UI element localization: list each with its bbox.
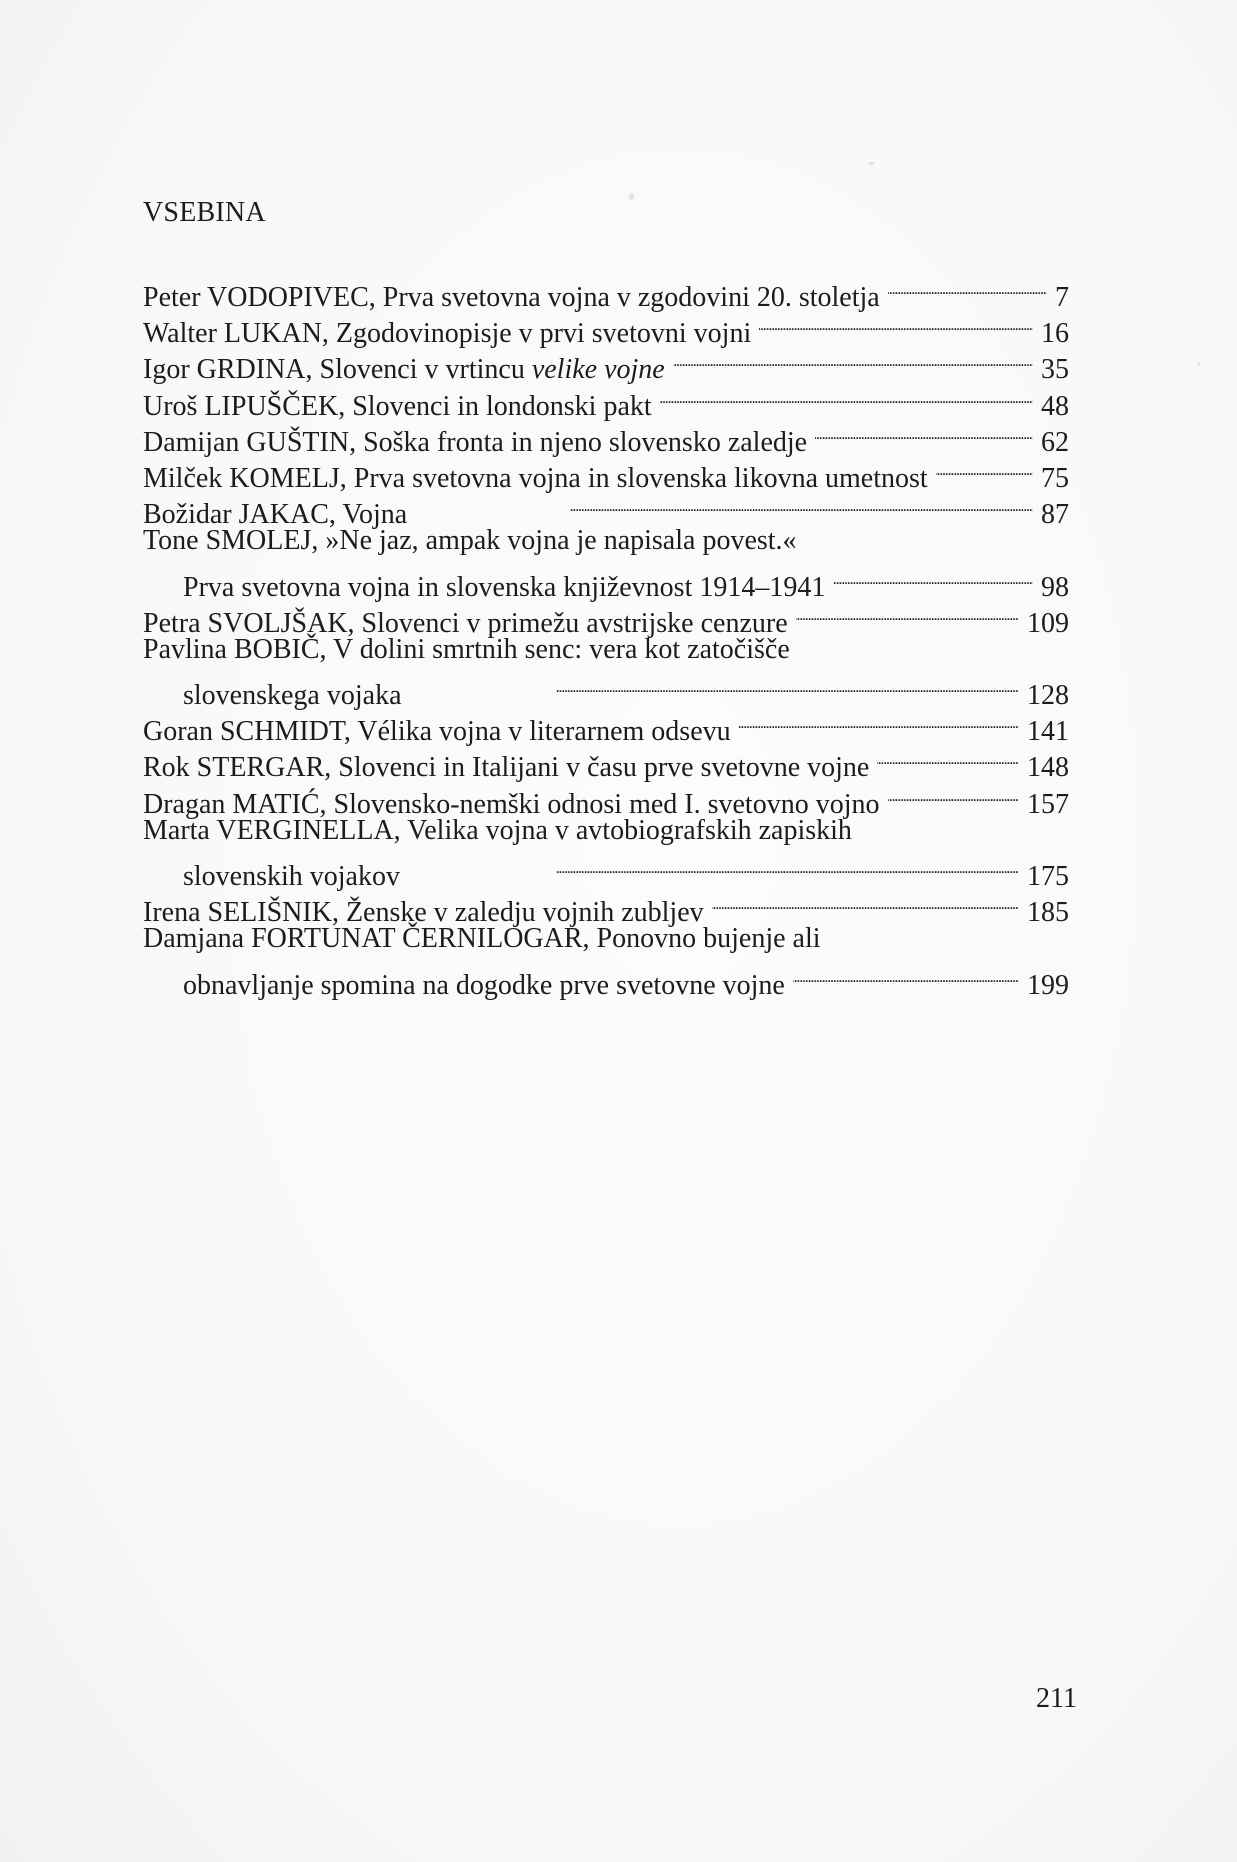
toc-page-number: 109 [1027, 607, 1069, 639]
title-segment: Milček KOMELJ, Prva svetovna vojna in slovenska likovna umetnost [143, 462, 928, 494]
toc-page-number: 7 [1055, 282, 1069, 313]
title-segment: Damijan GUŠTIN, Soška fronta in njeno slovensko zaledje [143, 426, 808, 458]
toc-entry [143, 813, 1069, 892]
toc-entry-title [183, 859, 400, 895]
title-segment: slovenskih vojakov [183, 861, 400, 892]
title-segment: Pavlina BOBIČ, V dolini smrtnih senc: vera kot zatočišče [143, 633, 790, 665]
toc-entry-continuation [143, 958, 1069, 1001]
dot-leader [833, 560, 1033, 596]
title-segment: Dragan MATIĆ, Slovensko-nemški odnosi med I. svetovno vojno [143, 788, 880, 820]
toc-entry [143, 632, 1069, 712]
toc-entry-line [143, 270, 1069, 313]
toc-page-number: 141 [1027, 716, 1069, 748]
toc-page-number: 148 [1027, 752, 1069, 784]
toc-entry-continuation [143, 668, 1069, 712]
toc-entry-title [143, 523, 797, 559]
title-segment: Uroš LIPUŠČEK, Slovenci in londonski pakt [143, 390, 652, 422]
title-segment: obnavljanje spomina na dogodke prve svetovne vojne [183, 969, 785, 1001]
toc-page-number: 185 [1027, 897, 1069, 929]
toc-entry-title [143, 632, 790, 668]
title-segment: Božidar JAKAC, Vojna [143, 499, 408, 531]
toc-page-number: 199 [1027, 969, 1069, 1001]
dot-leader [408, 849, 1019, 885]
dot-leader [796, 596, 1019, 632]
toc-page-number: 87 [1041, 499, 1069, 531]
scan-speck [629, 193, 634, 200]
title-segment: Tone SMOLEJ, »Ne jaz, ampak vojna je napisala povest.« [143, 525, 797, 557]
toc-page-number: 16 [1041, 318, 1069, 350]
dot-leader [739, 704, 1019, 740]
toc-entry-title [183, 968, 785, 1004]
toc-entry [143, 921, 1069, 1001]
dot-leader [415, 487, 1033, 523]
title-segment: slovenskega vojaka [183, 680, 402, 712]
toc-page-number: 175 [1027, 861, 1069, 892]
toc-entry-line [143, 523, 1069, 559]
toc-page-number: 48 [1041, 390, 1069, 422]
toc-page-number: 98 [1041, 571, 1069, 603]
toc-entry [143, 523, 1069, 603]
toc-entry-title [143, 921, 821, 957]
italic-title-segment: velike vojne [531, 354, 665, 386]
toc-entry-title [143, 714, 731, 750]
toc-entry-title [183, 570, 825, 606]
toc-entry-title [143, 352, 665, 388]
dot-leader [888, 777, 1020, 813]
toc-entry [143, 270, 1069, 313]
title-segment: Rok STERGAR, Slovenci in Italijani v času prve svetovne vojne [143, 752, 870, 784]
title-segment: Prva svetovna vojna in slovenska književnost 1914–1941 [183, 571, 826, 603]
title-segment: Damjana FORTUNAT ČERNILOGAR, Ponovno bujenje ali [143, 923, 821, 955]
toc-page-number: 62 [1041, 426, 1069, 458]
toc-entry-line [143, 813, 1069, 849]
dot-leader [410, 668, 1020, 704]
table-of-contents [143, 270, 1069, 1001]
toc-entry-line [143, 632, 1069, 668]
title-segment: Walter LUKAN, Zgodovinopisje v prvi svetovni vojni [143, 318, 752, 350]
toc-heading: VSEBINA [143, 197, 266, 228]
dot-leader [877, 740, 1019, 776]
toc-entry-title [183, 678, 402, 714]
page-number: 211 [1036, 1683, 1077, 1714]
toc-entry-title [143, 750, 869, 786]
toc-page-number: 128 [1027, 680, 1069, 712]
title-segment: Irena SELIŠNIK, Ženske v zaledju vojnih zubljev [143, 897, 704, 929]
dot-leader [936, 451, 1033, 487]
title-segment: Petra SVOLJŠAK, Slovenci v primežu avstrijske cenzure [143, 607, 788, 639]
dot-leader [712, 885, 1019, 921]
toc-page-number: 35 [1041, 354, 1069, 386]
title-segment: Marta VERGINELLA, Velika vojna v avtobiografskih zapiskih [143, 814, 852, 846]
dot-leader [888, 270, 1047, 306]
title-segment: Igor GRDINA, Slovenci v vrtincu [143, 354, 532, 386]
toc-entry-title [143, 389, 652, 425]
title-segment: Peter VODOPIVEC, Prva svetovna vojna v zgodovini 20. stoletja [143, 282, 880, 313]
toc-page-number: 157 [1027, 788, 1069, 820]
title-segment: Goran SCHMIDT, Vélika vojna v literarnem odsevu [143, 716, 731, 748]
toc-page-number: 75 [1041, 462, 1069, 494]
scan-speck [1197, 362, 1200, 366]
toc-entry-title [143, 425, 807, 461]
toc-entry-line [143, 921, 1069, 957]
dot-leader [660, 379, 1033, 415]
toc-entry-title [143, 316, 751, 352]
dot-leader [673, 342, 1033, 378]
scan-speck [868, 162, 875, 165]
toc-entry-continuation [143, 560, 1069, 603]
toc-entry-title [143, 813, 852, 849]
dot-leader [793, 958, 1019, 994]
dot-leader [815, 415, 1033, 451]
toc-entry-continuation [143, 849, 1069, 892]
dot-leader [759, 306, 1033, 342]
